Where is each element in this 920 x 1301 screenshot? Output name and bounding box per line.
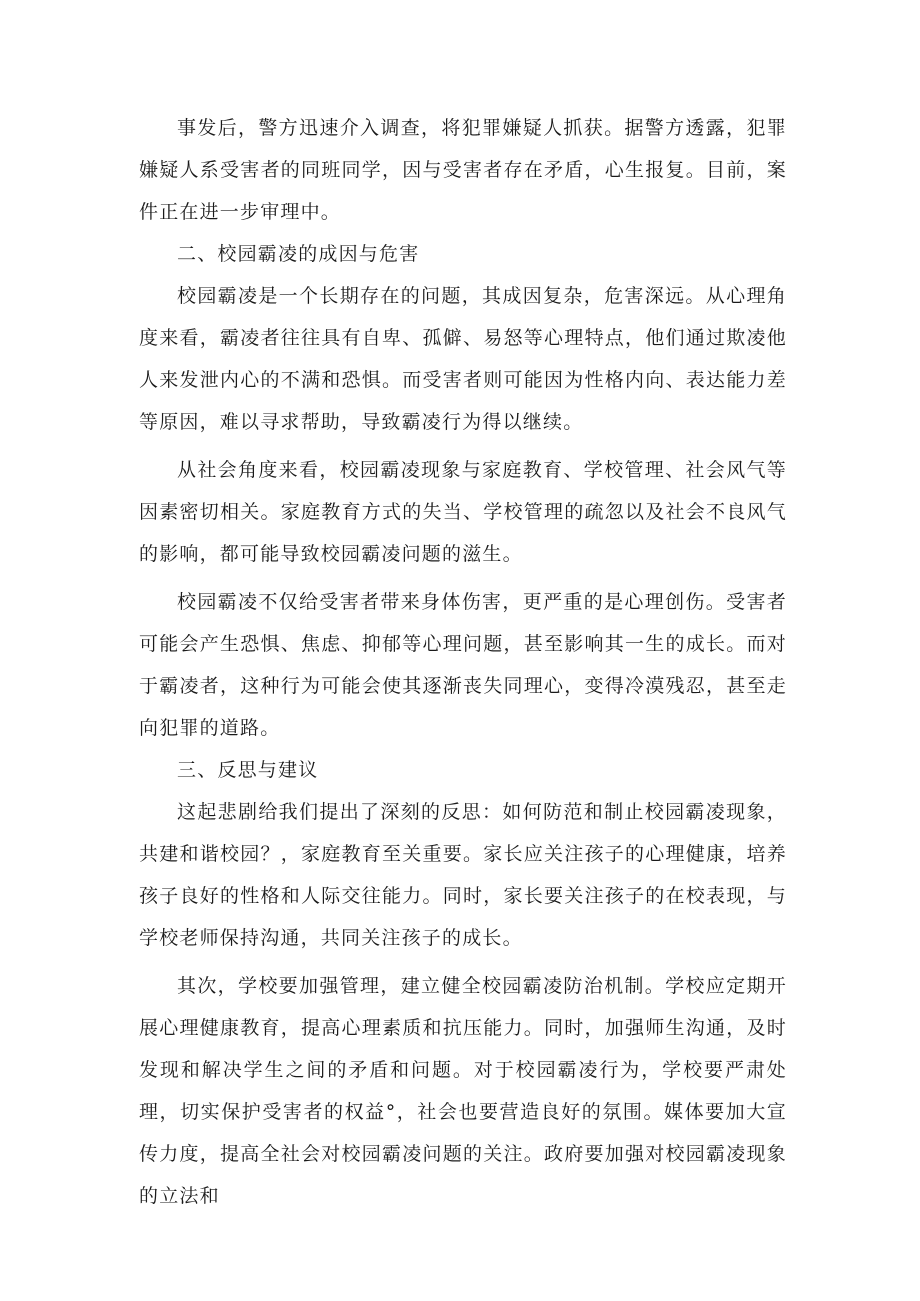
document-page [139, 107, 787, 1217]
paragraph-6: 其次，学校要加强管理，建立健全校园霸凌防治机制。学校应定期开展心理健康教育，提高心理素质和抗压能力。同时，加强师生沟通，及时发现和解决学生之间的矛盾和问题。对于校园霸凌行为，学校要严肃处理，切实保护受害者的权益°，社会也要营造良好的氛围。媒体要加大宣传力度，提高全社会对校园霸凌问题的关注。政府要加强对校园霸凌现象的立法和 [139, 975, 787, 1207]
paragraph-1: 事发后，警方迅速介入调查，将犯罪嫌疑人抓获。据警方透露，犯罪嫌疑人系受害者的同班同学，因与受害者存在矛盾，心生报复。目前，案件正在进一步审理中。 [139, 117, 787, 223]
paragraph-5: 这起悲剧给我们提出了深刻的反思：如何防范和制止校园霸凌现象，共建和谐校园？，家庭教育至关重要。家长应关注孩子的心理健康，培养孩子良好的性格和人际交往能力。同时，家长要关注孩子的在校表现，与学校老师保持沟通，共同关注孩子的成长。 [139, 801, 787, 949]
paragraph-3: 从社会角度来看，校园霸凌现象与家庭教育、学校管理、社会风气等因素密切相关。家庭教育方式的失当、学校管理的疏忽以及社会不良风气的影响，都可能导致校园霸凌问题的滋生。 [139, 459, 787, 565]
paragraph-4: 校园霸凌不仅给受害者带来身体伤害，更严重的是心理创伤。受害者可能会产生恐惧、焦虑、抑郁等心理问题，甚至影响其一生的成长。而对于霸凌者，这种行为可能会使其逐渐丧失同理心，变得冷漠残忍，甚至走向犯罪的道路。 [139, 591, 787, 739]
paragraph-2: 校园霸凌是一个长期存在的问题，其成因复杂，危害深远。从心理角度来看，霸凌者往往具有自卑、孤僻、易怒等心理特点，他们通过欺凌他人来发泄内心的不满和恐惧。而受害者则可能因为性格内向、表达能力差等原因，难以寻求帮助，导致霸凌行为得以继续。 [139, 285, 787, 433]
section-heading-2: 二、校园霸凌的成因与危害 [177, 243, 420, 265]
section-heading-3: 三、反思与建议 [177, 759, 319, 781]
